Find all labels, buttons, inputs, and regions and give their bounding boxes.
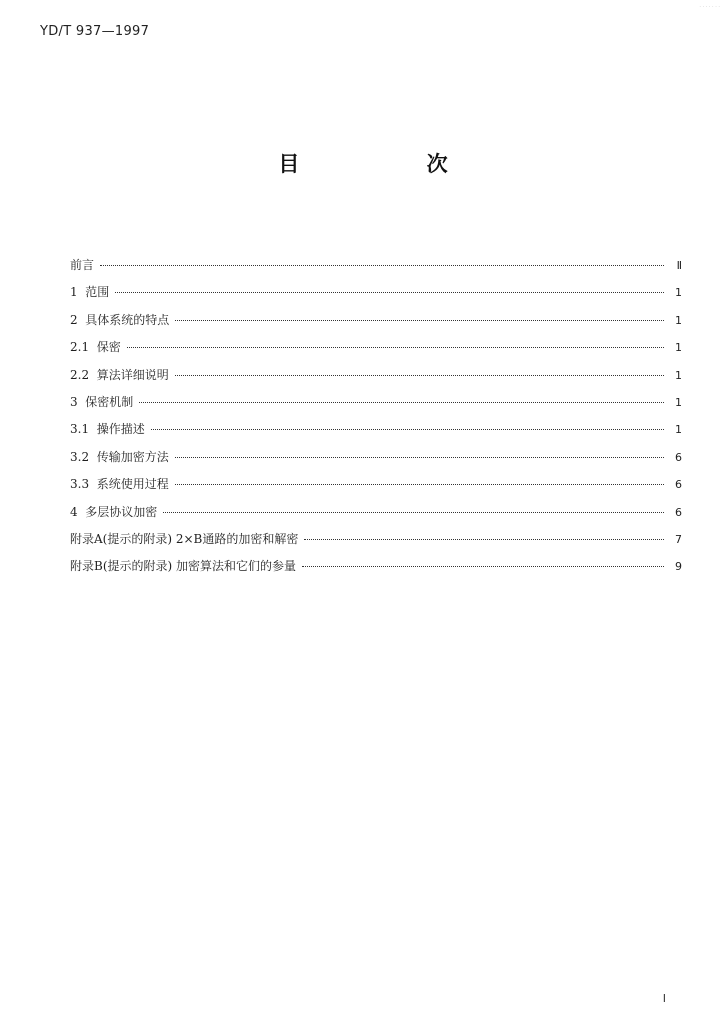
toc-entry-label: 多层协议加密: [85, 504, 158, 519]
toc-entry[interactable]: [70, 283, 682, 310]
toc-dot-leader: [302, 566, 664, 567]
toc-entry-page: 6: [675, 450, 682, 464]
toc-entry-number: 2: [70, 312, 86, 327]
toc-entry[interactable]: [70, 256, 682, 283]
toc-dot-leader: [163, 512, 664, 513]
toc-dot-leader: [100, 265, 664, 266]
toc-entry[interactable]: [70, 503, 682, 530]
toc-entry-label: 操作描述: [96, 422, 145, 437]
toc-entry-number: 3.1: [70, 422, 97, 437]
toc-entry-number: 3.3: [70, 477, 97, 492]
toc-entry-page: 1: [675, 395, 682, 409]
toc-entry-number: 4: [70, 504, 86, 519]
toc-entry[interactable]: [70, 448, 682, 475]
toc-entry-page: 7: [675, 532, 682, 546]
toc-entry[interactable]: [70, 393, 682, 420]
page-title: 目 次: [278, 152, 508, 176]
toc-entry-label: 附录B(提示的附录) 加密算法和它们的参量: [70, 559, 296, 574]
toc-entry-label: 算法详细说明: [96, 367, 169, 382]
toc-dot-leader: [175, 320, 664, 321]
toc-entry-label: 范围: [85, 285, 110, 300]
toc-entry-label: 具体系统的特点: [85, 312, 170, 327]
toc-dot-leader: [175, 375, 664, 376]
toc-entry-page: 1: [675, 423, 682, 437]
toc-entry[interactable]: [70, 338, 682, 365]
toc-entry-label: 附录A(提示的附录) 2×B通路的加密和解密: [70, 531, 299, 546]
toc-entry-page: 1: [675, 368, 682, 382]
table-of-contents: [70, 256, 682, 585]
toc-entry-number: 1: [70, 285, 86, 300]
scan-watermark: · · · · · · ·: [699, 4, 720, 10]
toc-entry-page: 9: [675, 560, 682, 574]
toc-entry-number: 3.2: [70, 449, 97, 464]
page-number: I: [662, 992, 666, 1005]
toc-entry-page: 1: [675, 313, 682, 327]
toc-entry-label: 保密: [96, 340, 121, 355]
toc-entry-label: 保密机制: [85, 394, 134, 409]
toc-entry[interactable]: [70, 475, 682, 502]
toc-entry-page: 6: [675, 478, 682, 492]
toc-entry-page: 1: [675, 341, 682, 355]
document-id: YD/T 937—1997: [40, 24, 150, 39]
toc-entry-page: 6: [675, 505, 682, 519]
toc-entry[interactable]: [70, 311, 682, 338]
toc-dot-leader: [151, 429, 664, 430]
toc-entry[interactable]: [70, 557, 682, 584]
toc-entry-page: Ⅱ: [676, 259, 682, 272]
toc-dot-leader: [139, 402, 664, 403]
toc-entry-page: 1: [675, 286, 682, 300]
toc-entry-label: 传输加密方法: [96, 449, 169, 464]
toc-dot-leader: [175, 457, 664, 458]
toc-entry[interactable]: [70, 366, 682, 393]
toc-dot-leader: [304, 539, 664, 540]
toc-entry-label: 前言: [70, 258, 95, 272]
toc-dot-leader: [175, 484, 664, 485]
toc-entry[interactable]: [70, 530, 682, 557]
toc-dot-leader: [127, 347, 664, 348]
toc-entry[interactable]: [70, 420, 682, 447]
toc-entry-number: 2.1: [70, 340, 97, 355]
toc-dot-leader: [115, 292, 664, 293]
toc-entry-label: 系统使用过程: [96, 477, 169, 492]
toc-entry-number: 3: [70, 394, 86, 409]
toc-entry-number: 2.2: [70, 367, 97, 382]
